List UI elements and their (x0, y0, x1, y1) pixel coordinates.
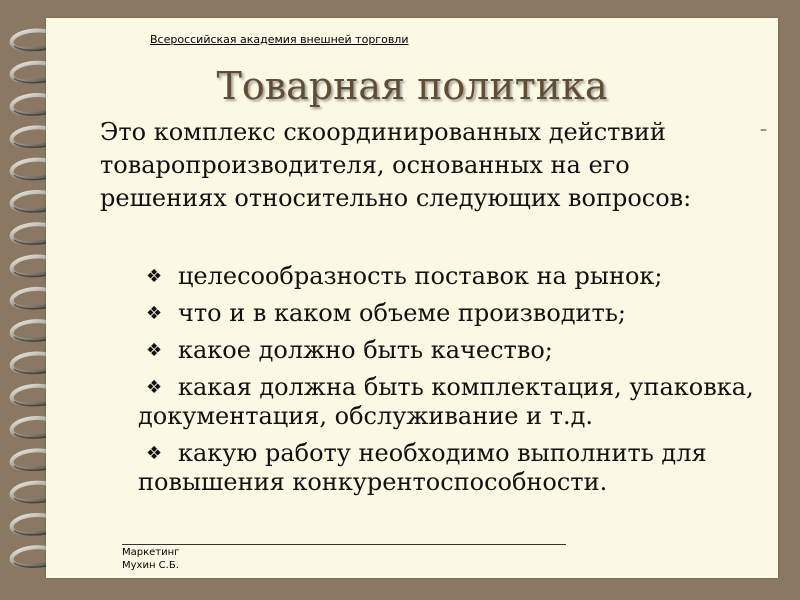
academy-header: Всероссийская академия внешней торговли (150, 33, 409, 46)
list-item: ❖ целесообразность поставок на рынок; (146, 262, 663, 290)
notebook-page (46, 18, 778, 578)
diamond-bullet-icon: ❖ (146, 303, 163, 324)
diamond-bullet-icon: ❖ (146, 340, 163, 361)
list-item: ❖ какое должно быть качество; (146, 336, 553, 364)
intro-paragraph: Это комплекс скоординированных действий товаропроизводителя, основанных на его решениях относительно следующих вопросов: (100, 118, 692, 212)
slide-title: Товарная политика (216, 64, 608, 108)
footer (122, 546, 179, 572)
footer-subject: Маркетинг (122, 547, 180, 558)
diamond-bullet-icon: ❖ (146, 266, 163, 287)
list-item: ❖ что и в каком объеме производить; (146, 299, 626, 327)
list-item: ❖ какую работу необходимо выполнить для повышения конкурентоспособности. (138, 439, 707, 496)
footer-divider (122, 544, 566, 545)
bullet-list (138, 262, 758, 505)
footer-author: Мухин С.Б. (122, 560, 179, 571)
decorative-dash: – (760, 122, 767, 138)
diamond-bullet-icon: ❖ (146, 377, 163, 398)
list-item: ❖ какая должна быть комплектация, упаковка, документация, обслуживание и т.д. (138, 373, 754, 430)
diamond-bullet-icon: ❖ (146, 443, 163, 464)
